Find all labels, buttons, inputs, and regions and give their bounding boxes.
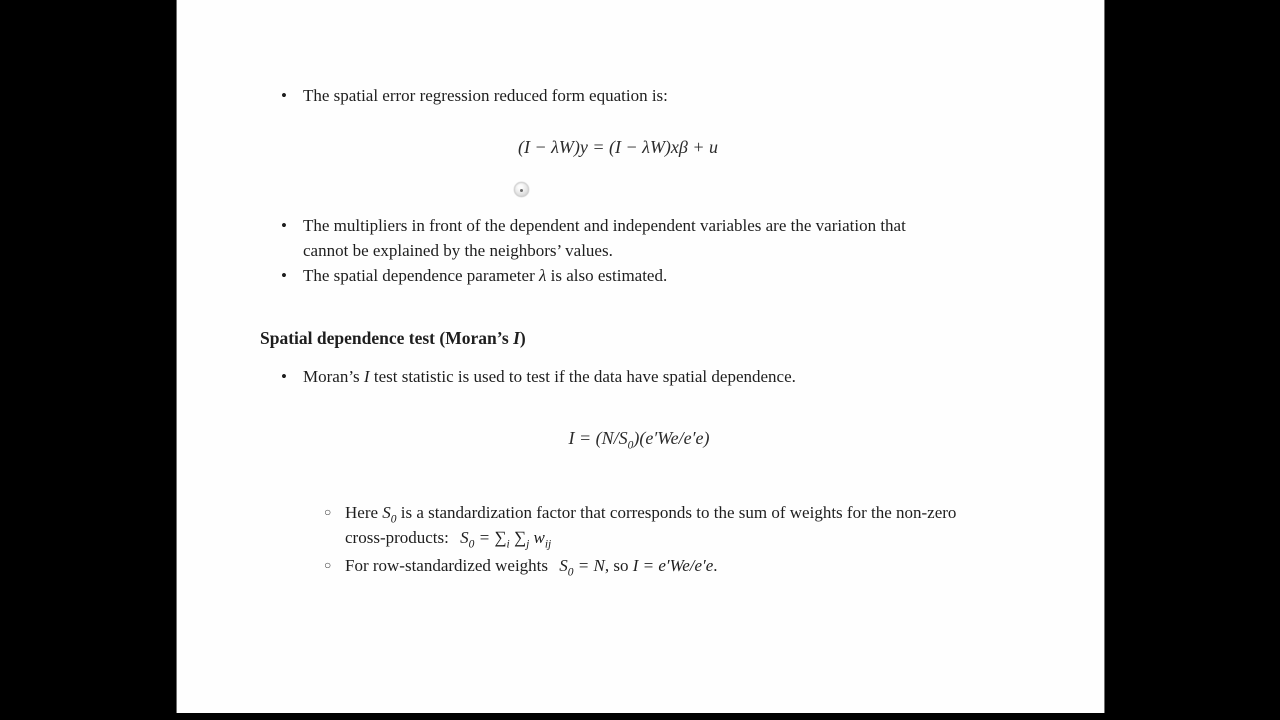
equation-text: $I = (N/S_0)(e'We/e'e)$ (568, 428, 710, 452)
sub-bullet-row-standardized (324, 553, 1064, 579)
bullet-group (281, 213, 1064, 288)
document-content (177, 0, 1104, 578)
circle-bullet-marker: ○ (324, 505, 332, 519)
sub-bullet-text-line: Here $S_0$ is a standardization factor that corresponds to the sum of weights for the non-zero (345, 503, 957, 526)
sub-bullet-standardization-factor (324, 500, 1064, 551)
bullet-marker: • (281, 216, 287, 235)
sub-bullet-text-lines (345, 500, 1064, 550)
s0-equals-n-formula: $S_0 = N$ (559, 556, 605, 579)
equation-moran-i (303, 426, 975, 451)
bullet-text: The spatial dependence parameter λ is also estimated. (303, 266, 668, 285)
sub-bullet-text: For row-standardized weights $S_0 = N$, so I = e′We/e′e. (345, 556, 718, 579)
bullet-marker: • (281, 367, 287, 386)
subscript-zero: 0 (627, 439, 634, 452)
bullet-item-multipliers (281, 213, 1064, 263)
mouse-cursor-icon (514, 182, 529, 197)
bullet-text: Moran’s I test statistic is used to test if the data have spatial dependence. (303, 367, 796, 386)
sub-bullet-text-line: cross-products: $S_0 = \sum_i$ $\sum_j$ $w_{ij}$ (345, 528, 552, 551)
bullet-text-lines (303, 213, 1064, 263)
bullet-marker: • (281, 86, 287, 105)
bullet-item-equation-intro (281, 83, 1064, 108)
moran-i-formula: I = e′We/e′e (632, 556, 714, 575)
s0-sum-formula: $S_0 = \sum_i$ $\sum_j$ $w_{ij}$ (460, 528, 552, 551)
cursor-dot (520, 189, 523, 192)
bullet-text-line: cannot be explained by the neighbors’ values. (303, 241, 613, 260)
circle-bullet-marker: ○ (324, 558, 332, 572)
equation-spatial-error (303, 135, 933, 160)
sub-bullet-group (303, 500, 1064, 578)
document-page (176, 0, 1105, 713)
bullet-marker: • (281, 266, 287, 285)
moran-i-symbol: I (363, 367, 370, 386)
bullet-item-moran-statistic (281, 364, 1064, 389)
lambda-symbol: λ (538, 266, 547, 285)
bullet-item-lambda-estimated (281, 263, 1064, 288)
s0-symbol: $S_0$ (382, 503, 397, 526)
moran-i-symbol: I (513, 328, 520, 348)
bullet-text-line: The multipliers in front of the dependent and independent variables are the variation that (303, 216, 906, 235)
equation-text: (I − λW)y = (I − λW)xβ + u (517, 137, 719, 157)
section-heading-moran-test: Spatial dependence test (Moran’s I) (260, 328, 526, 348)
bullet-text: The spatial error regression reduced form equation is: (303, 86, 668, 105)
